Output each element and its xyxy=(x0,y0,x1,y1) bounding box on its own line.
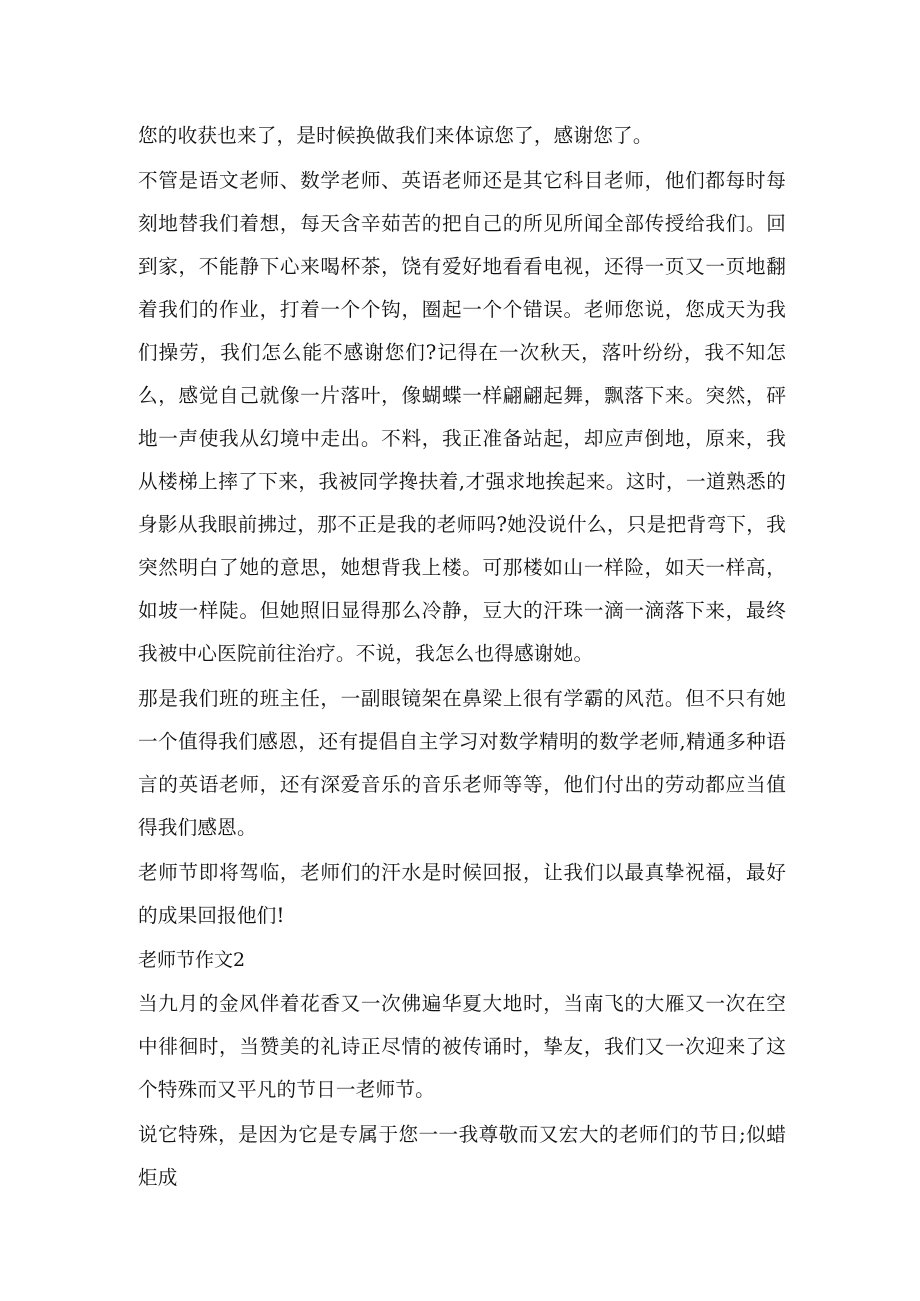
paragraph-2: 不管是语文老师、数学老师、英语老师还是其它科目老师，他们都每时每刻地替我们着想，每天含辛茹苦的把自己的所见所闻全部传授给我们。回到家，不能静下心来喝杯茶，饶有爱好地看看电视，还得一页又一页地翻着我们的作业，打着一个个钩，圈起一个个错误。老师您说，您成天为我们操劳，我们怎么能不感谢您们?记得在一次秋天，落叶纷纷，我不知怎么，感觉自己就像一片落叶，像蝴蝶一样翩翩起舞，飘落下来。突然，砰地一声使我从幻境中走出。不料，我正准备站起，却应声倒地，原来，我从楼梯上摔了下来，我被同学搀扶着,才强求地挨起来。这时，一道熟悉的身影从我眼前拂过，那不正是我的老师吗?她没说什么，只是把背弯下，我突然明白了她的意思，她想背我上楼。可那楼如山一样险，如天一样高，如坡一样陡。但她照旧显得那么冷静，豆大的汗珠一滴一滴落下来，最终我被中心医院前往治疗。不说，我怎么也得感谢她。 xyxy=(138,169,786,665)
paragraph-4: 老师节即将驾临，老师们的汗水是时候回报，让我们以最真挚祝福，最好的成果回报他们! xyxy=(138,861,786,927)
document-body xyxy=(138,114,786,1199)
section-heading: 老师节作文2 xyxy=(138,949,246,971)
paragraph-3: 那是我们班的班主任，一副眼镜架在鼻梁上很有学霸的风范。但不只有她一个值得我们感恩，还有提倡自主学习对数学精明的数学老师,精通多种语言的英语老师，还有深爱音乐的音乐老师等等，他们付出的劳动都应当值得我们感恩。 xyxy=(138,687,786,839)
paragraph-5: 当九月的金风伴着花香又一次佛遍华夏大地时，当南飞的大雁又一次在空中徘徊时，当赞美的礼诗正尽情的被传诵时，挚友，我们又一次迎来了这个特殊而又平凡的节日一老师节。 xyxy=(138,992,786,1101)
paragraph-1: 您的收获也来了，是时候换做我们来体谅您了，感谢您了。 xyxy=(138,124,653,147)
paragraph-6: 说它特殊，是因为它是专属于您一一我尊敬而又宏大的老师们的节日;似蜡炬成 xyxy=(138,1123,786,1189)
